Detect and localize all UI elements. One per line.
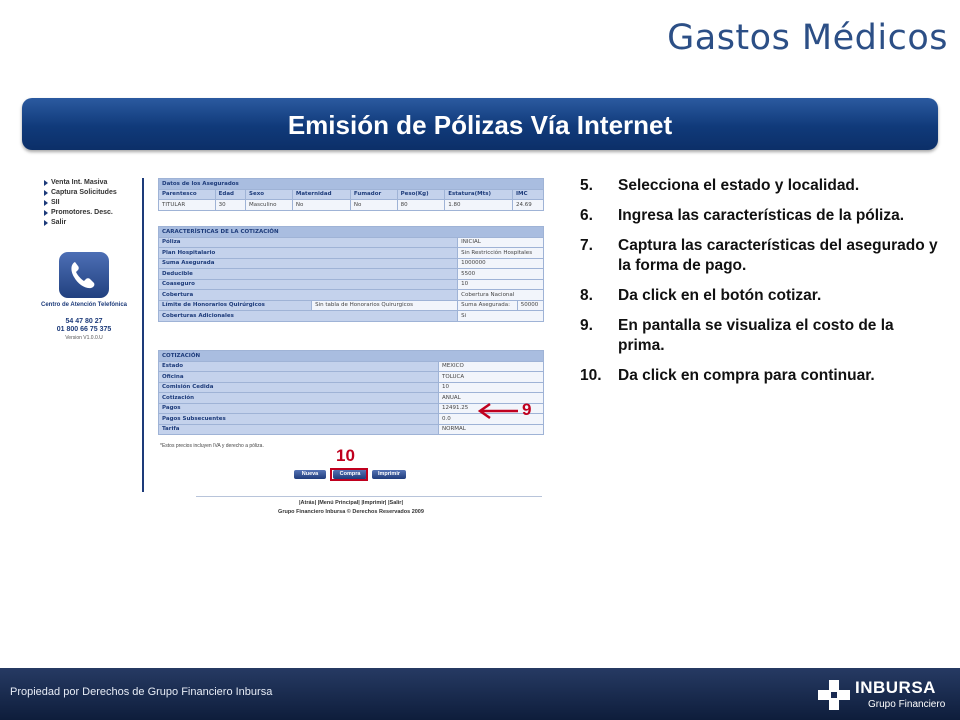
column-header: Parentesco [159, 189, 216, 200]
table-row [159, 200, 544, 211]
banner-title: Emisión de Pólizas Vía Internet [287, 110, 673, 140]
row-label: Comisión Cedida [159, 382, 439, 393]
arrow-left-icon [476, 401, 520, 421]
marker-9: 9 [522, 400, 532, 419]
table-row [159, 361, 544, 372]
compra-highlight [330, 468, 368, 481]
table-row [159, 279, 544, 290]
column-header: Peso(Kg) [397, 189, 445, 200]
menu-item-sii[interactable]: SII [44, 198, 117, 208]
row-value: 10 [439, 382, 544, 393]
bottom-links[interactable]: |Atrás| |Menú Principal| |Imprimir| |Salir| [298, 500, 403, 506]
table-cell: No [350, 200, 397, 211]
column-header: Fumador [350, 189, 397, 200]
triangle-right-icon [44, 180, 48, 186]
table-cell: 80 [397, 200, 445, 211]
row-label: Suma Asegurada [159, 258, 458, 269]
row-value: 5500 [458, 269, 544, 280]
table-row [159, 237, 544, 248]
pagos-value: 12491.25 [439, 403, 544, 414]
menu-item-promotores[interactable]: Promotores. Desc. [44, 208, 117, 218]
row-label: Cobertura [159, 290, 458, 301]
step-number: 10. [580, 367, 602, 384]
table-row [159, 382, 544, 393]
cotizacion-table [158, 350, 544, 435]
step-text: Selecciona el estado y localidad. [618, 177, 860, 194]
row-value: INICIAL [458, 237, 544, 248]
title-banner [22, 98, 938, 150]
inbursa-logo-icon [818, 680, 850, 710]
table-row [159, 248, 544, 259]
row-label: Estado [159, 361, 439, 372]
row-label: Plan Hospitalario [159, 248, 458, 259]
brand-name: INBURSA [855, 678, 936, 697]
step-number: 6. [580, 207, 593, 224]
table-cell: 30 [215, 200, 245, 211]
row-value: MEXICO [439, 361, 544, 372]
row-label: Límite de Honorarios Quirúrgicos [159, 300, 312, 311]
row-value: Cobertura Nacional [458, 290, 544, 301]
table-cell: TITULAR [159, 200, 216, 211]
column-header: IMC [512, 189, 543, 200]
list-item [580, 366, 940, 386]
row-label: Cotización [159, 393, 439, 404]
asegurados-table [158, 178, 544, 211]
step-text: En pantalla se visualiza el costo de la prima. [618, 317, 894, 354]
triangle-right-icon [44, 210, 48, 216]
table-cell: 1.80 [445, 200, 513, 211]
asegurados-title: Datos de los Asegurados [159, 179, 544, 190]
contact-heading: Centro de Atención Telefónica [40, 302, 127, 308]
page-title: Gastos Médicos [667, 18, 948, 58]
version-label: Version V1.0.0.U [65, 335, 103, 341]
step-text: Da click en el botón cotizar. [618, 287, 822, 304]
row-label: Oficina [159, 372, 439, 383]
step-number: 8. [580, 287, 593, 304]
caracteristicas-table [158, 226, 544, 322]
table-row [159, 258, 544, 269]
cotizacion-title: COTIZACIÓN [159, 351, 544, 362]
menu-item-salir[interactable]: Salir [44, 218, 117, 228]
phone-number-2: 01 800 66 75 375 [56, 326, 112, 333]
step-number: 5. [580, 177, 593, 194]
row-value: ANUAL [439, 393, 544, 404]
column-header: Edad [215, 189, 245, 200]
row-label: Póliza [159, 237, 458, 248]
table-cell: No [292, 200, 350, 211]
caracteristicas-title: CARACTERÍSTICAS DE LA COTIZACIÓN [159, 227, 544, 238]
phone-number-1: 54 47 80 27 [65, 318, 103, 325]
step-number: 9. [580, 317, 593, 334]
side-menu [44, 178, 117, 228]
table-row [159, 424, 544, 435]
marker-10: 10 [336, 446, 355, 465]
row-value: 10 [458, 279, 544, 290]
row-label: Tarifa [159, 424, 439, 435]
step-text: Ingresa las características de la póliza. [618, 207, 905, 224]
compra-button[interactable]: Compra [333, 470, 367, 479]
list-item [580, 206, 940, 226]
step-number: 7. [580, 237, 593, 254]
step-text: Captura las características del asegurado y la forma de pago. [618, 237, 938, 274]
phone-icon [59, 252, 109, 298]
row-label: Coaseguro [159, 279, 458, 290]
column-header: Sexo [246, 189, 293, 200]
step-text: Da click en compra para continuar. [618, 367, 875, 384]
row-value: NORMAL [439, 424, 544, 435]
row-value: Si [458, 311, 544, 322]
row-value: 1000000 [458, 258, 544, 269]
list-item [580, 316, 940, 356]
list-item [580, 286, 940, 306]
row-value: 0.0 [439, 414, 544, 425]
copyright: Grupo Financiero Inbursa © Derechos Reservados 2009 [278, 509, 424, 515]
table-row [159, 372, 544, 383]
row-label: Coberturas Adicionales [159, 311, 458, 322]
column-header: Estatura(Mts) [445, 189, 513, 200]
divider [142, 178, 144, 492]
screenshot-panel [36, 172, 556, 522]
row-value: Suma Asegurada: [458, 300, 518, 311]
table-row [159, 311, 544, 322]
table-row [159, 300, 544, 311]
row-value: Sin Restricción Hospitales [458, 248, 544, 259]
table-cell: 24.69 [512, 200, 543, 211]
imprimir-button[interactable]: Imprimir [372, 470, 406, 479]
table-row [159, 269, 544, 280]
column-header: Maternidad [292, 189, 350, 200]
steps-list [580, 176, 940, 396]
brand-subtitle: Grupo Financiero [868, 699, 946, 710]
divider [196, 496, 542, 497]
menu-item-venta[interactable]: Venta Int. Masiva [44, 178, 117, 188]
nueva-button[interactable]: Nueva [294, 470, 326, 479]
footer-text: Propiedad por Derechos de Grupo Financiero Inbursa [10, 686, 273, 698]
triangle-right-icon [44, 200, 48, 206]
row-value: Sin tabla de Honorarios Quirurgicos [312, 300, 458, 311]
row-label: Pagos Subsecuentes [159, 414, 439, 425]
triangle-right-icon [44, 190, 48, 196]
row-value: TOLUCA [439, 372, 544, 383]
footer-bar [0, 668, 960, 720]
list-item [580, 176, 940, 196]
triangle-right-icon [44, 220, 48, 226]
price-note: *Estos precios incluyen IVA y derecho a póliza. [160, 443, 264, 449]
row-label: Deducible [159, 269, 458, 280]
menu-item-captura[interactable]: Captura Solicitudes [44, 188, 117, 198]
row-label: Pagos [159, 403, 439, 414]
table-row [159, 290, 544, 301]
row-value: 50000 [517, 300, 543, 311]
list-item [580, 236, 940, 276]
table-cell: Masculino [246, 200, 293, 211]
